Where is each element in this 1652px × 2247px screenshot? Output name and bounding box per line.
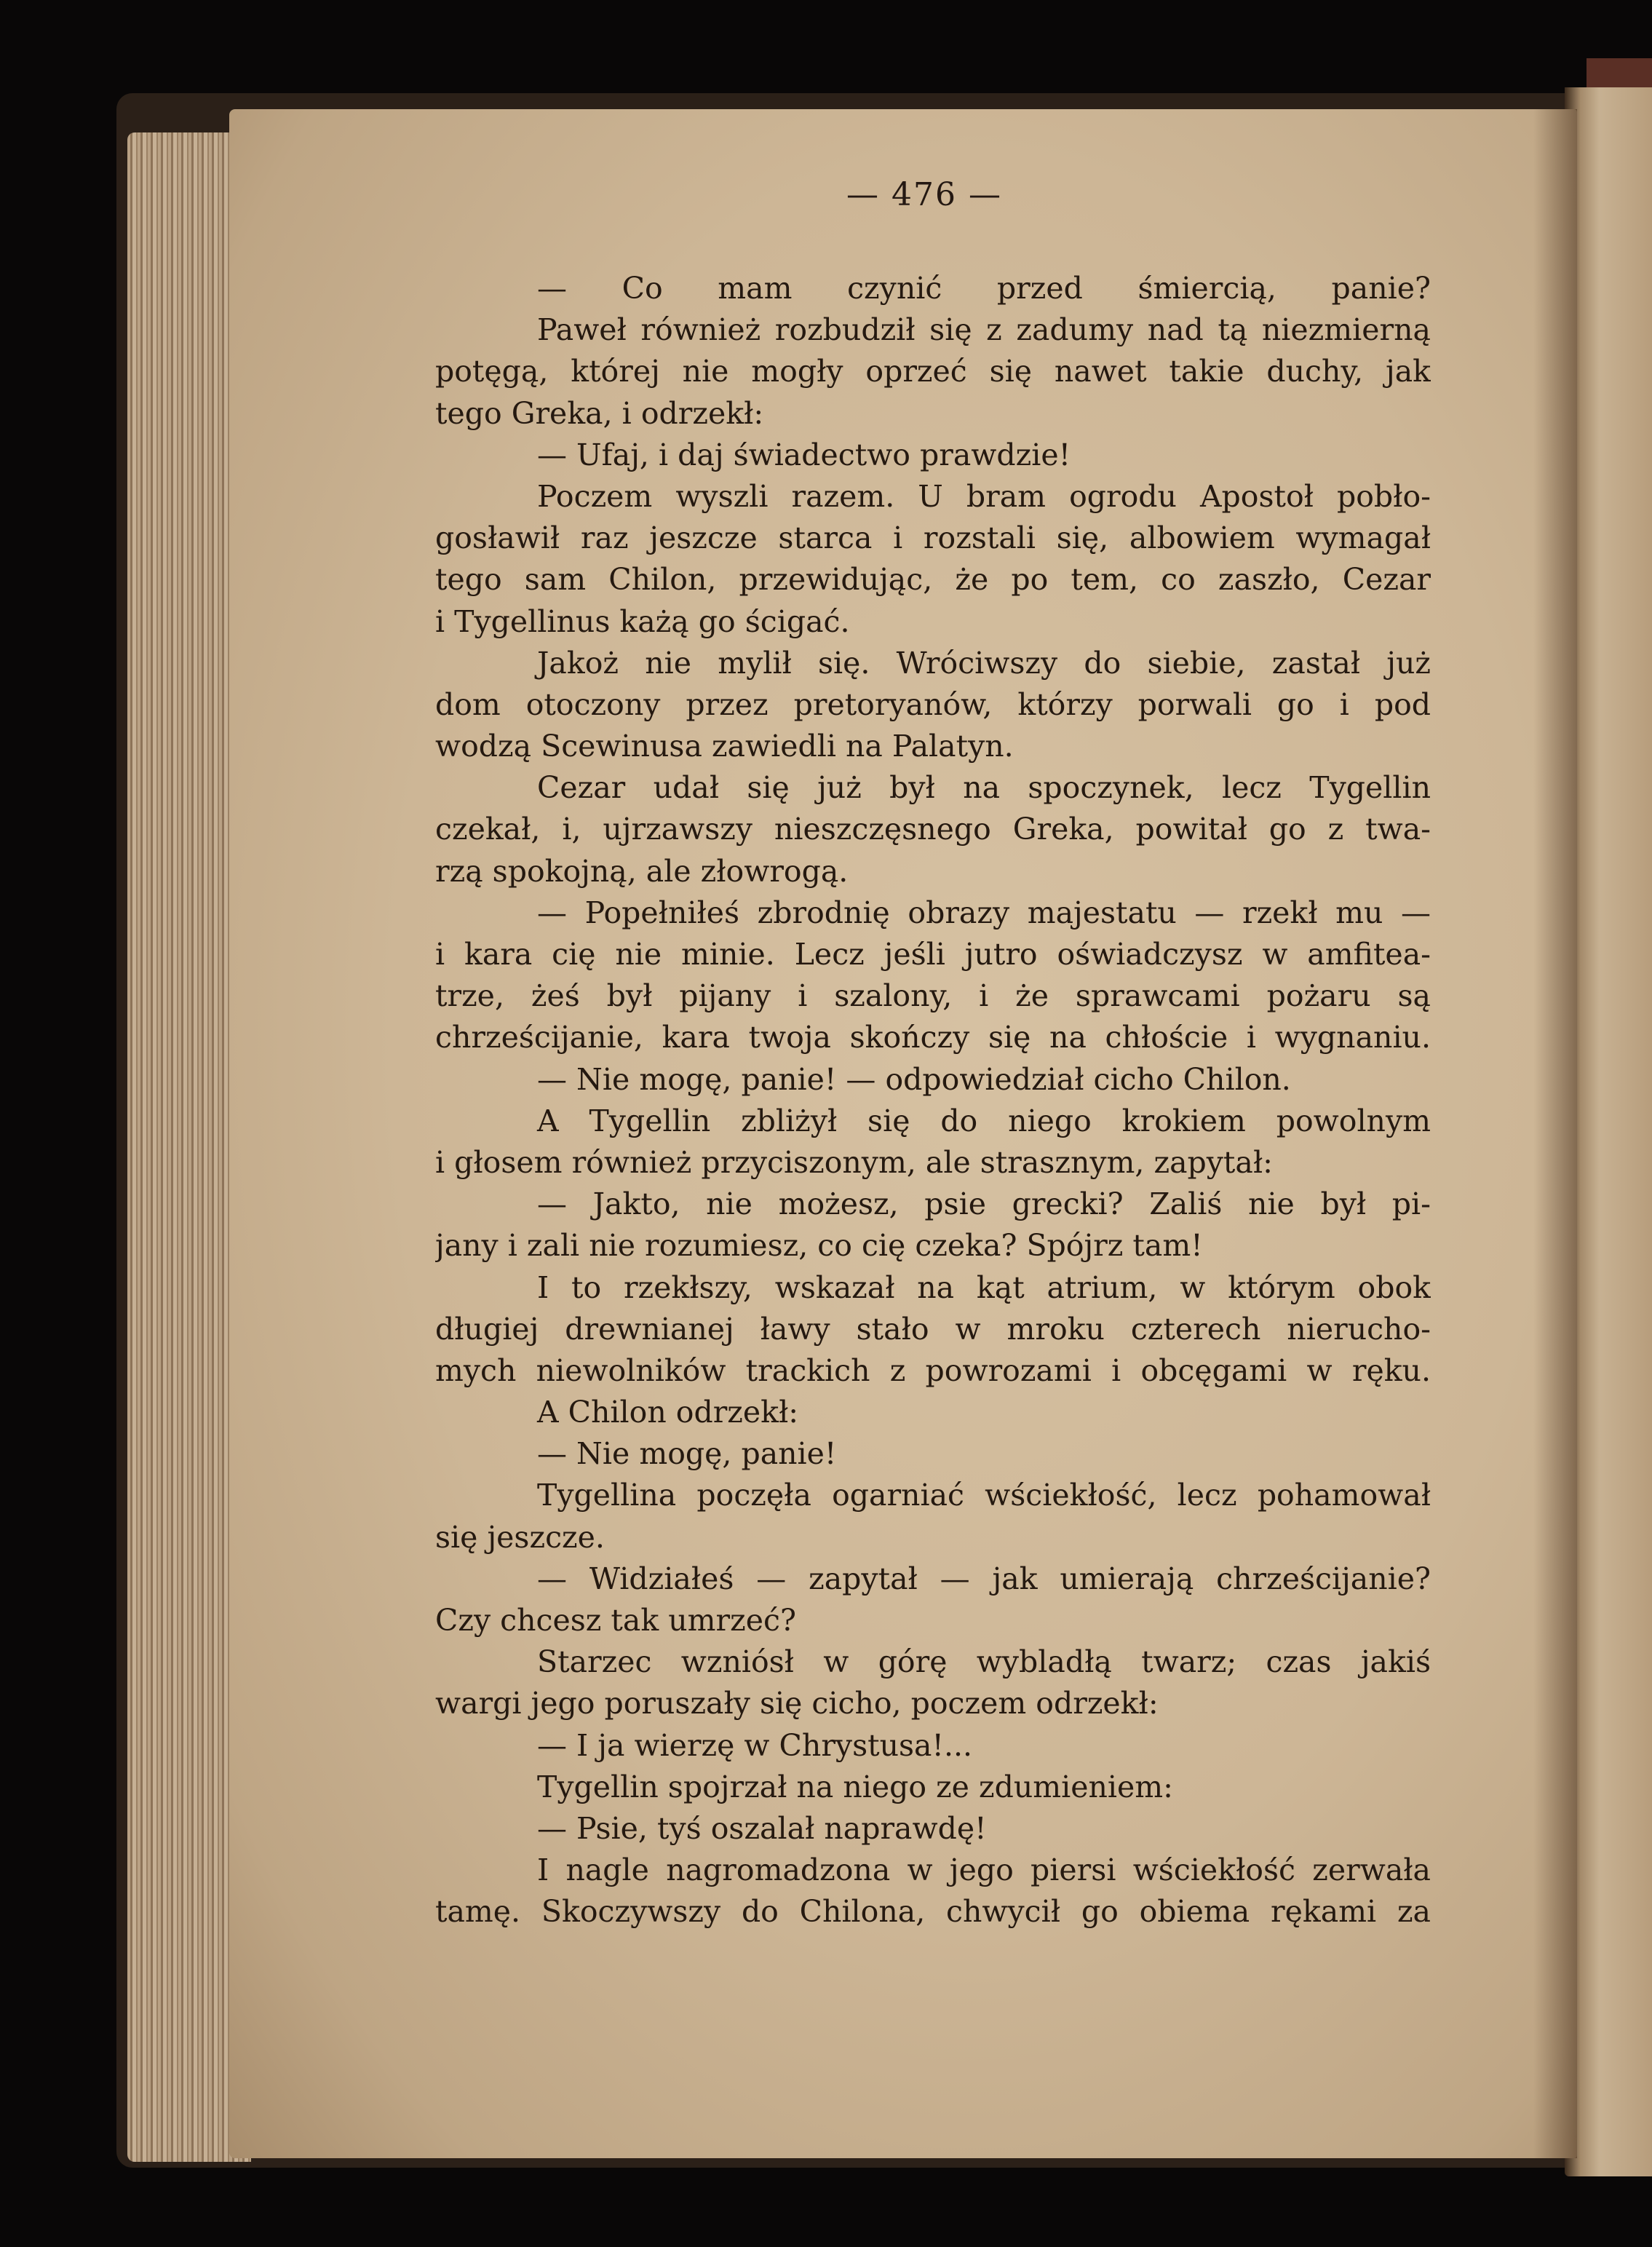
text-line: tego sam Chilon, przewidując, że po tem, co zaszło, Cezar [435, 562, 1431, 598]
text-line: — Nie mogę, panie! — odpowiedział cicho Chilon. [537, 1061, 1291, 1097]
text-line: się jeszcze. [435, 1519, 605, 1555]
text-line: jany i zali nie rozumiesz, co cię czeka? Spójrz tam! [435, 1228, 1203, 1264]
text-line: gosławił raz jeszcze starca i rozstali się, albowiem wymagał [435, 520, 1431, 556]
text-line: i kara cię nie minie. Lecz jeśli jutro oświadczysz w amfitea- [435, 937, 1431, 972]
text-line: i Tygellinus każą go ścigać. [435, 603, 850, 639]
text-line: A Chilon odrzekł: [537, 1395, 799, 1430]
text-line: wodzą Scewinusa zawiedli na Palatyn. [435, 729, 1014, 764]
text-line: — Widziałeś — zapytał — jak umierają chrześcijanie? [537, 1561, 1431, 1596]
text-line: Cezar udał się już był na spoczynek, lecz Tygellin [537, 770, 1431, 806]
text-line: i głosem również przyciszonym, ale strasznym, zapytał: [435, 1144, 1273, 1180]
body-text [435, 268, 1431, 1933]
text-line: Tygellina poczęła ogarniać wściekłość, lecz pohamował [537, 1478, 1431, 1513]
text-line: potęgą, której nie mogły oprzeć się nawet takie duchy, jak [435, 354, 1431, 389]
text-line: czekał, i, ujrzawszy nieszczęsnego Greka, powitał go z twa- [435, 812, 1431, 847]
text-line: chrześcijanie, kara twoja skończy się na chłoście i wygnaniu. [435, 1020, 1431, 1055]
text-line: wargi jego poruszały się cicho, poczem odrzekł: [435, 1686, 1159, 1721]
text-line: — Popełniłeś zbrodnię obrazy majestatu — rzekł mu — [537, 895, 1431, 930]
text-line: Czy chcesz tak umrzeć? [435, 1603, 796, 1638]
text-line: rzą spokojną, ale złowrogą. [435, 853, 849, 889]
text-line: Starzec wzniósł w górę wybladłą twarz; czas jakiś [537, 1644, 1431, 1680]
text-line: tego Greka, i odrzekł: [435, 395, 764, 431]
text-line: — Ufaj, i daj świadectwo prawdzie! [537, 437, 1071, 472]
text-line: — Co mam czynić przed śmiercią, panie? [537, 271, 1431, 306]
text-line: I to rzekłszy, wskazał na kąt atrium, w którym obok [537, 1269, 1431, 1305]
text-line: Poczem wyszli razem. U bram ogrodu Apostoł pobło- [537, 478, 1431, 514]
page-gutter-shadow [1533, 109, 1577, 2158]
text-line: dom otoczony przez pretoryanów, którzy porwali go i pod [435, 686, 1431, 722]
text-line: tamę. Skoczywszy do Chilona, chwycił go obiema rękami za [435, 1894, 1431, 1930]
text-line: Jakoż nie mylił się. Wróciwszy do siebie, zastał już [537, 645, 1431, 681]
text-line: A Tygellin zbliżył się do niego krokiem powolnym [537, 1103, 1431, 1138]
facing-page-edge [1565, 87, 1652, 2176]
text-line: — Nie mogę, panie! [537, 1436, 837, 1472]
text-line: I nagle nagromadzona w jego piersi wściekłość zerwała [537, 1852, 1431, 1888]
text-line: — Psie, tyś oszalał naprawdę! [537, 1810, 987, 1846]
text-line: Paweł również rozbudził się z zadumy nad tą niezmierną [537, 312, 1431, 348]
text-line: długiej drewnianej ławy stało w mroku czterech nierucho- [435, 1311, 1431, 1347]
page-number: — 476 — [846, 176, 1002, 213]
text-line: Tygellin spojrzał na niego ze zdumieniem: [537, 1769, 1173, 1804]
text-line: — Jakto, nie możesz, psie grecki? Zaliś nie był pi- [537, 1186, 1431, 1222]
text-line: trze, żeś był pijany i szalony, i że sprawcami pożaru są [435, 978, 1431, 1014]
text-line: mych niewolników trackich z powrozami i obcęgami w ręku. [435, 1352, 1431, 1388]
text-line: — I ja wierzę w Chrystusa!... [537, 1727, 973, 1763]
